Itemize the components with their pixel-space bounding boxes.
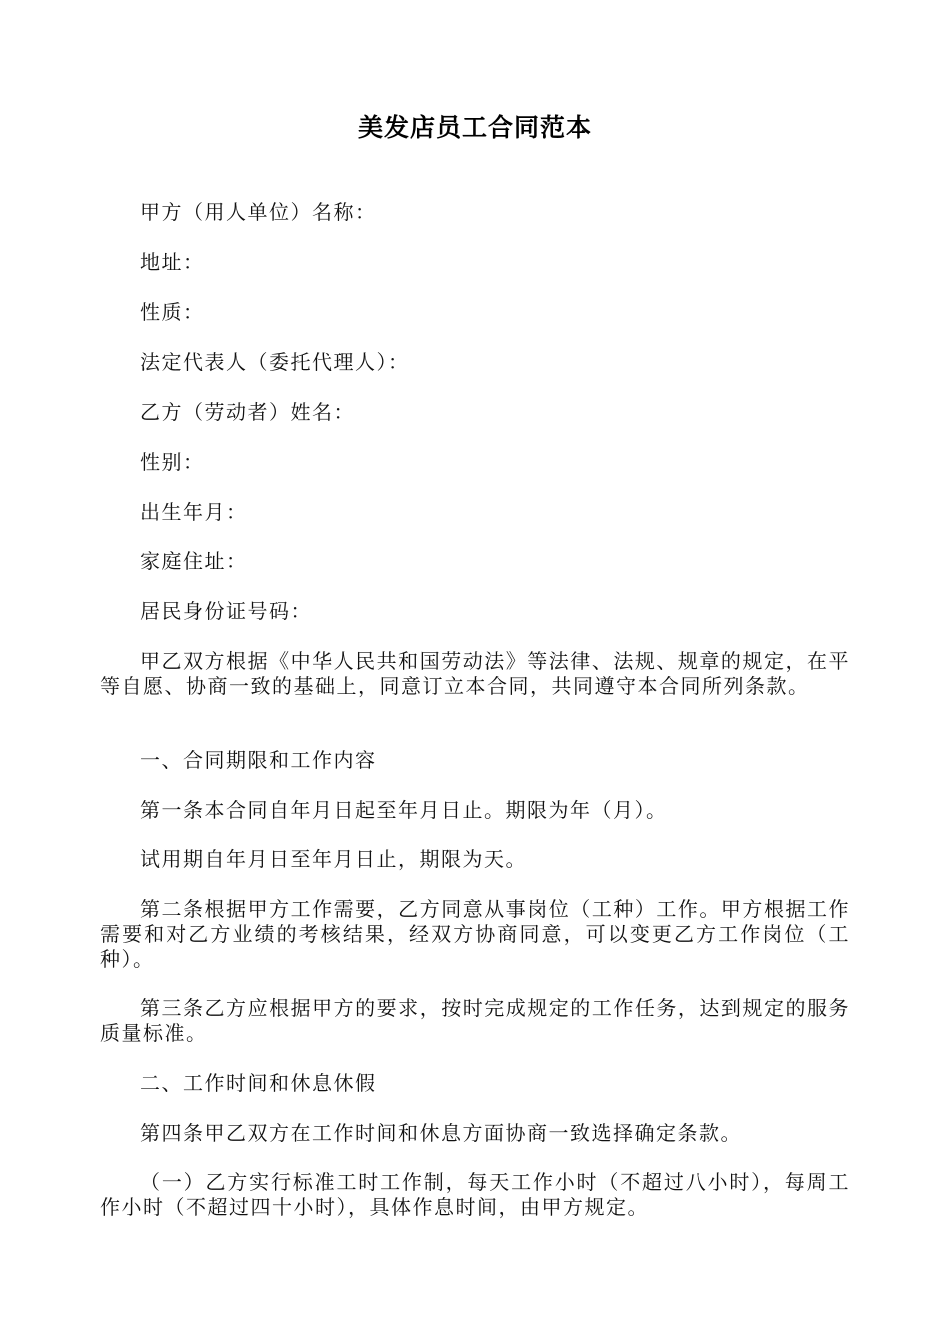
article-3: 第三条乙方应根据甲方的要求，按时完成规定的工作任务，达到规定的服务质量标准。 [100, 996, 850, 1045]
section-heading-working-hours: 二、工作时间和休息休假 [140, 1071, 377, 1095]
article-1: 第一条本合同自年月日起至年月日止。期限为年（月）。 [140, 798, 668, 822]
article-4-clause-1: （一）乙方实行标准工时工作制，每天工作小时（不超过八小时），每周工作小时（不超过四十小时），具体作息时间，由甲方规定。 [100, 1170, 850, 1219]
party-a-legal-representative: 法定代表人（委托代理人）： [140, 350, 410, 374]
party-b-id-number: 居民身份证号码： [140, 599, 312, 623]
party-a-name: 甲方（用人单位）名称： [140, 200, 377, 224]
probation-period: 试用期自年月日至年月日止，期限为天。 [140, 847, 527, 871]
party-b-home-address: 家庭住址： [140, 549, 248, 573]
document-title: 美发店员工合同范本 [357, 113, 592, 142]
contract-preamble: 甲乙双方根据《中华人民共和国劳动法》等法律、法规、规章的规定，在平等自愿、协商一致的基础上，同意订立本合同，共同遵守本合同所列条款。 [100, 649, 850, 698]
party-b-name: 乙方（劳动者）姓名： [140, 400, 355, 424]
article-2: 第二条根据甲方工作需要，乙方同意从事岗位（工种）工作。甲方根据工作需要和对乙方业绩的考核结果，经双方协商同意，可以变更乙方工作岗位（工种）。 [100, 897, 850, 971]
party-a-nature: 性质： [140, 300, 205, 324]
article-4: 第四条甲乙双方在工作时间和休息方面协商一致选择确定条款。 [140, 1121, 742, 1145]
party-a-address: 地址： [140, 250, 205, 274]
party-b-gender: 性别： [140, 450, 205, 474]
section-heading-term-and-content: 一、合同期限和工作内容 [140, 748, 377, 772]
party-b-birth-date: 出生年月： [140, 500, 248, 524]
